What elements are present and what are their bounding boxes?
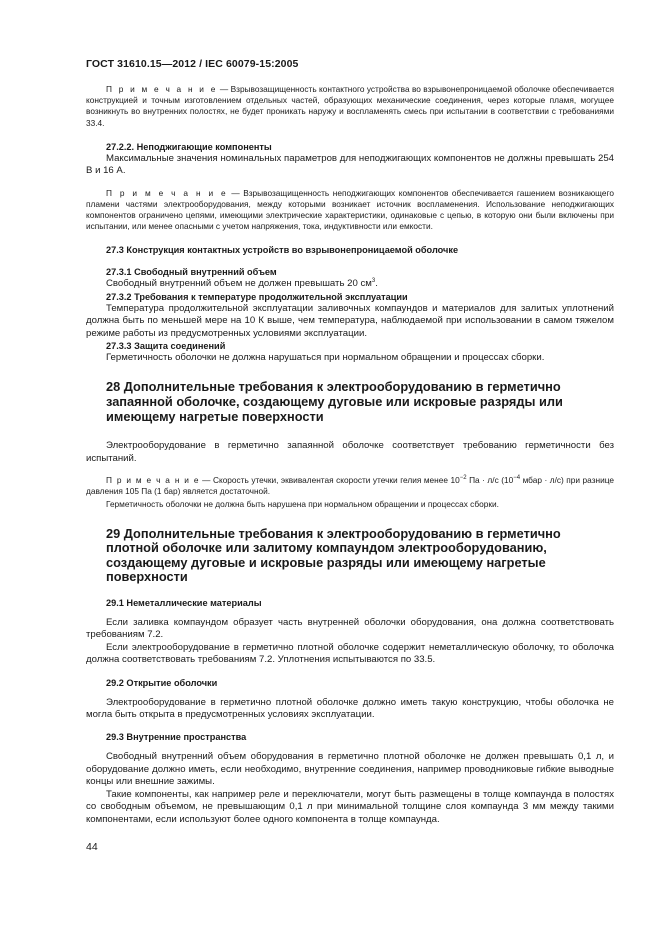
section-heading-27-3-2: 27.3.2 Требования к температуре продолжительной эксплуатации — [106, 291, 408, 302]
section-heading-27-3: 27.3 Конструкция контактных устройств во взрывонепроницаемой оболочке — [106, 245, 459, 256]
note-label: П р и м е ч а н и е — [106, 475, 200, 486]
section-heading-27-3-3: 27.3.3 Защита соединений — [106, 341, 226, 352]
note-text: Па · л/с (10 — [466, 475, 514, 486]
superscript: −2 — [459, 475, 467, 482]
chapter-heading-29: 29 Дополнительные требования к электрооборудованию в герметично плотной оболочке или залитому компаундом электрооборудованию, создающему дуговые и искровые разряды или имеющему нагретые поверхности — [106, 525, 561, 585]
paragraph: Свободный внутренний объем оборудования в герметично плотной оболочке не должен превышать 0,1 л, и оборудование должно иметь, если необходимо, внутренние соединения, например проводниковые гибкие выводные концы или внешние зажимы. — [86, 751, 614, 788]
paragraph: Такие компоненты, как например реле и переключатели, могут быть размещены в толще компаунда в полостях со свободным объемом, не превышающим 0,1 л при минимальной толщине слоя компаунда 3 мм между такими компонентами, если используют более одного компонента в толще компаунда. — [86, 788, 614, 825]
chapter-heading-28: 28 Дополнительные требования к электрооборудованию в герметично запаянной оболочке, создающему дуговые или искровые разряды или имеющему нагретые поверхности — [106, 379, 563, 424]
note-continuation: Герметичность оболочки не должна быть нарушена при нормальном обращении и процессах сборки. — [106, 499, 499, 510]
note-text: — Скорость утечки, эквивалентая скорости утечки гелия менее 10 — [199, 475, 460, 486]
document-header: ГОСТ 31610.15—2012 / IEC 60079-15:2005 — [86, 58, 299, 70]
section-heading-27-3-1: 27.3.1 Свободный внутренний объем — [106, 267, 277, 278]
section-heading-29-3: 29.3 Внутренние пространства — [106, 732, 247, 743]
paragraph: Герметичность оболочки не должна нарушаться при нормальном обращении и процессах сборки. — [106, 352, 545, 364]
paragraph: Если электрооборудование в герметично плотной оболочке содержит неметаллическую оболочку, то оболочка должна соответствовать требованиям 7.2. Уплотнения испытываются по 33.5. — [86, 641, 614, 666]
note-paragraph — [86, 84, 614, 129]
paragraph: Температура продолжительной эксплуатации заливочных компаундов и материалов для залитых уплотнений должна быть по меньшей мере на 10 К выше, чем температура, наблюдаемой при использовании в самом тяжелом режиме работы из предусмотренных условиями эксплуатации. — [86, 302, 614, 339]
paragraph: Максимальные значения номинальных параметров для неподжигающих компонентов не должны превышать 254 В и 16 А. — [86, 152, 614, 177]
section-heading-29-2: 29.2 Открытие оболочки — [106, 677, 218, 688]
note-text: — Взрывозащищенность контактного устройства во взрывонепроницаемой оболочке обеспечивается конструкцией и точным изготовлением отдельных частей, образующих механические соединения, через которые пламя, могущее возникнуть во внутренних полостях, не будет проникать наружу и воспламенять смесь при испытании в соответствии с требованиями 33.4. — [86, 84, 614, 128]
note-text: — Взрывозащищенность неподжигающих компонентов обеспечивается гашением возникающего пламени частями электрооборудования, между которыми возникает источник воспламенения. Использование неподжигающих компонентов ограничено цепями, имеющими электрические характеристики, одинаковые с цепью, в которую они были включены при испытании, или менее опасными с учетом напряжения, тока, индуктивности или емкости. — [86, 187, 614, 232]
page-number: 44 — [86, 841, 98, 853]
paragraph: Электрооборудование в герметично плотной оболочке должно иметь такую конструкцию, чтобы оболочка не могла быть открыта в предусмотренных условиях эксплуатации. — [86, 696, 614, 721]
page-content — [86, 58, 614, 826]
paragraph: Если заливка компаундом образует часть внутренней оболочки оборудования, она должна соответствовать требованиям 7.2. — [86, 617, 614, 641]
paragraph: Электрооборудование в герметично запаянной оболочке соответствует требованию герметичности без испытаний. — [86, 440, 614, 464]
paragraph-text: Свободный внутренний объем не должен превышать 20 см — [106, 278, 372, 290]
note-label: П р и м е ч а н и е — [106, 84, 218, 94]
note-label: П р и м е ч а н и е — [106, 187, 228, 198]
note-paragraph — [86, 188, 614, 233]
superscript: −4 — [513, 475, 521, 482]
section-heading-27-2-2: 27.2.2. Неподжигающие компоненты — [106, 141, 272, 152]
paragraph-text: . — [375, 278, 378, 290]
superscript: 3 — [371, 278, 376, 285]
section-heading-29-1: 29.1 Неметаллические материалы — [106, 598, 262, 609]
paragraph — [86, 278, 614, 290]
note-text: мбар · л/с) при разнице давления 105 Па (1 бар) является достаточной. — [86, 475, 614, 497]
note-paragraph — [86, 475, 614, 497]
